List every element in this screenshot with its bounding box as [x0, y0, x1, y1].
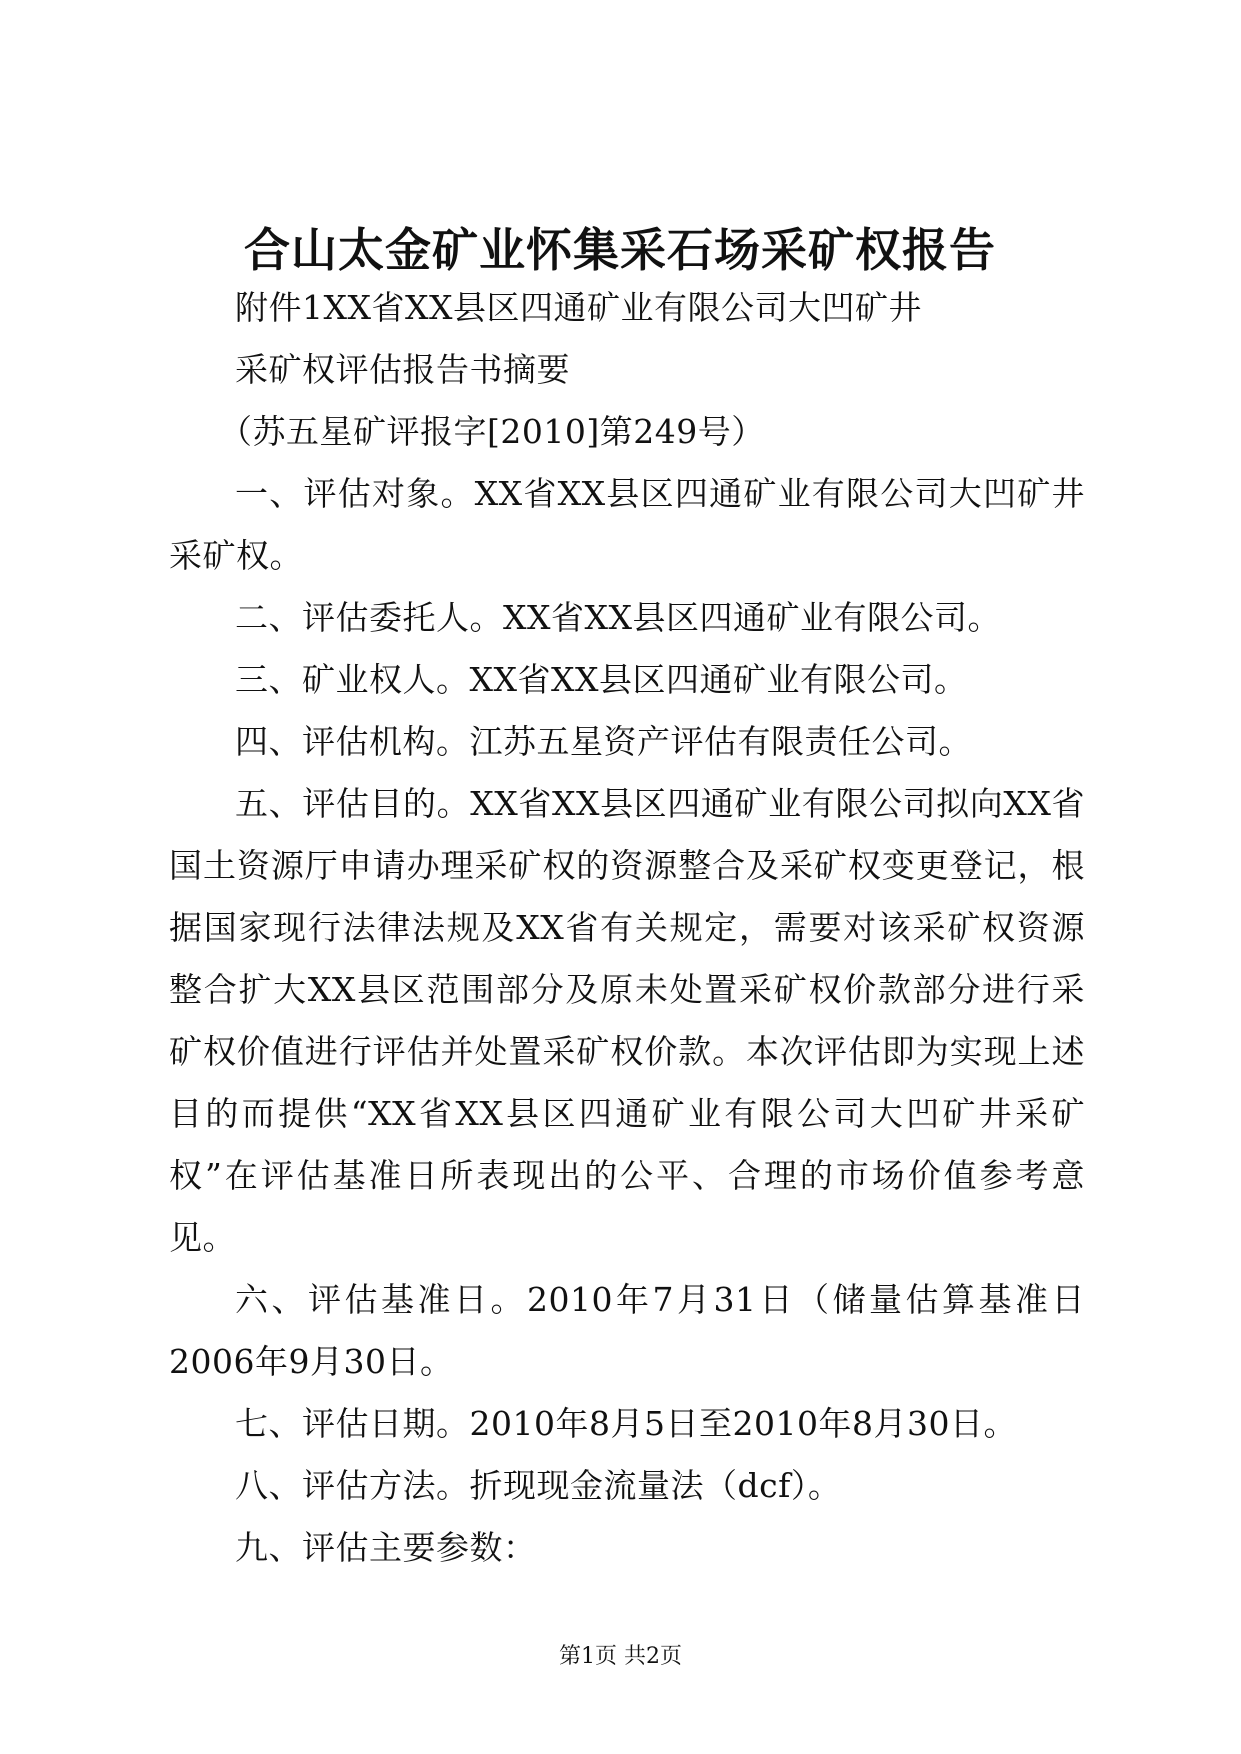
paragraph-section-8: 八、评估方法。折现现金流量法（dcf）。	[235, 1466, 842, 1505]
document-title: 合山太金矿业怀集采石场采矿权报告	[244, 223, 996, 277]
paragraph-report-number: （苏五星矿评报字[2010]第249号）	[219, 412, 765, 451]
paragraph-section-1: 一、评估对象。XX省XX县区四通矿业有限公司大凹矿井采矿权。	[169, 474, 1085, 575]
paragraph-section-7: 七、评估日期。2010年8月5日至2010年8月30日。	[235, 1404, 1017, 1443]
paragraph-section-2: 二、评估委托人。XX省XX县区四通矿业有限公司。	[235, 598, 1001, 637]
paragraph-section-4: 四、评估机构。江苏五星资产评估有限责任公司。	[235, 722, 972, 761]
paragraph-section-3: 三、矿业权人。XX省XX县区四通矿业有限公司。	[235, 660, 968, 699]
paragraph-section-9: 九、评估主要参数：	[235, 1528, 537, 1567]
paragraph-section-6: 六、评估基准日。2010年7月31日（储量估算基准日2006年9月30日。	[169, 1280, 1085, 1381]
page-footer: 第1页 共2页	[559, 1644, 682, 1669]
paragraph-attachment-line: 附件1XX省XX县区四通矿业有限公司大凹矿井	[235, 288, 922, 327]
document-body	[169, 277, 1085, 1579]
paragraph-summary-title: 采矿权评估报告书摘要	[235, 350, 570, 389]
paragraph-section-5: 五、评估目的。XX省XX县区四通矿业有限公司拟向XX省国土资源厅申请办理采矿权的资源整合及采矿权变更登记，根据国家现行法律法规及XX省有关规定，需要对该采矿权资源整合扩大XX县区范围部分及原未处置采矿权价款部分进行采矿权价值进行评估并处置采矿权价款。本次评估即为实现上述目的而提供“XX省XX县区四通矿业有限公司大凹矿井采矿权”在评估基准日所表现出的公平、合理的市场价值参考意见。	[169, 784, 1085, 1257]
